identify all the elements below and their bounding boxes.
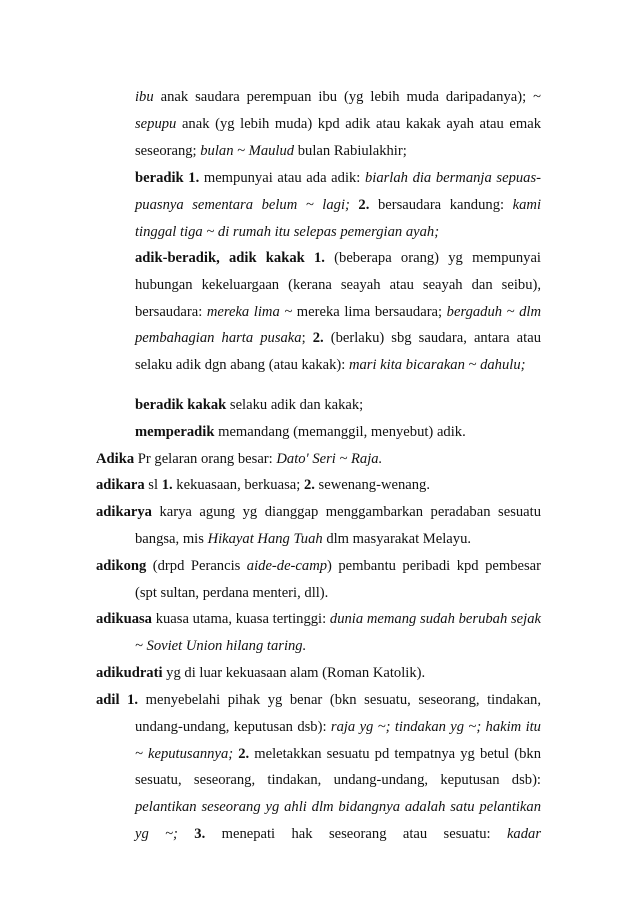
definition-text: bulan Rabiulakhir; xyxy=(294,142,407,159)
example-text: mari kita bicarakan ~ dahulu; xyxy=(348,357,526,374)
headword-adil: adil 1. xyxy=(96,692,139,708)
definition-text: meletakkan sesuatu pd tempatnya yg betul (bkn sesuatu, seseorang, tindakan, undang-undang, keputusan dsb): xyxy=(135,745,541,789)
subentry-memperadik xyxy=(135,419,541,446)
headword-adikara: adikara xyxy=(96,477,145,493)
subentry-beradik-kakak xyxy=(135,392,541,419)
example-text: dunia memang sudah berubah sejak ~ Soviet Union hilang taring. xyxy=(135,611,541,654)
headword-adik-beradik: adik-beradik, adik kakak 1. xyxy=(135,250,325,266)
sense-number: 2. xyxy=(349,196,370,213)
definition-text: dlm masyarakat Melayu. xyxy=(322,530,472,547)
definition-text: sewenang-wenang. xyxy=(314,477,430,493)
example-text: kadar xyxy=(506,825,542,842)
definition-text: bersaudara kandung: xyxy=(369,196,513,213)
sense-number: 1. xyxy=(161,477,173,493)
subentry-adik-beradik xyxy=(135,245,541,379)
definition-text: (beberapa orang) yg mempunyai hubungan kekeluargaan (kerana seayah atau seayah dan seibu), bersaudara: xyxy=(135,250,541,320)
subentry-beradik xyxy=(135,165,541,245)
headword-adika: Adika xyxy=(96,451,135,467)
headword-beradik-kakak: beradik kakak xyxy=(135,397,227,413)
definition-text: anak saudara perempuan ibu (yg lebih muda daripadanya); ~ xyxy=(153,89,541,105)
definition-text: kuasa utama, kuasa tertinggi: xyxy=(151,611,330,627)
definition-text: ; xyxy=(301,330,313,347)
example-text: biarlah dia bermanja sepuas-puasnya sementara belum ~ lagi; xyxy=(135,170,541,213)
example-text: bulan ~ Maulud xyxy=(200,142,295,159)
example-text: bergaduh ~ dlm pembahagian harta pusaka xyxy=(135,303,542,347)
definition-text: sl xyxy=(144,477,162,493)
definition-text: menyebelahi pihak yg benar (bkn sesuatu, seseorang, tindakan, undang-undang, keputusan dsb): xyxy=(135,692,542,735)
definition-text: anak (yg lebih muda) kpd adik atau kakak ayah atau emak seseorang; xyxy=(135,115,541,159)
definition-text: (berlaku) sbg saudara, antara atau selaku adik dgn abang (atau kakak): xyxy=(135,330,541,374)
definition-text: menepati hak seseorang atau sesuatu: xyxy=(205,825,507,842)
entry-adil xyxy=(96,687,541,848)
headword-beradik: beradik 1. xyxy=(135,170,200,186)
entry-adikudrati xyxy=(96,660,541,687)
entry-adika xyxy=(96,446,541,473)
example-text: pelantikan seseorang yg ahli dlm bidangnya adalah satu pelantikan yg ~; xyxy=(135,799,541,842)
sense-number: 3. xyxy=(177,825,206,842)
entry-adikuasa xyxy=(96,606,541,660)
definition-text: memandang (memanggil, menyebut) adik. xyxy=(214,424,466,440)
example-text: raja yg ~; tindakan yg ~; hakim itu ~ keputusannya; xyxy=(135,718,541,762)
example-text: mereka lima ~ xyxy=(206,303,293,320)
sense-number: 2. xyxy=(233,745,250,762)
subentry-ibu-sepupu xyxy=(135,84,541,164)
headword-ibu: ibu xyxy=(135,89,154,105)
definition-text: karya agung yg dianggap menggambarkan peradaban sesuatu bangsa, mis xyxy=(135,504,541,547)
definition-text: (drpd Perancis xyxy=(146,558,247,574)
sense-number: 2. xyxy=(312,330,324,347)
entry-adikarya xyxy=(96,499,541,553)
headword-adikarya: adikarya xyxy=(96,504,152,520)
example-text: kami tinggal tiga ~ di rumah itu selepas pemergian ayah; xyxy=(135,196,542,240)
example-text: aide-de-camp xyxy=(246,558,328,574)
definition-text: Pr gelaran orang besar: xyxy=(134,451,277,467)
headword-adikudrati: adikudrati xyxy=(96,665,163,681)
example-text: Dato' Seri ~ Raja. xyxy=(276,451,383,467)
definition-text: mempunyai atau ada adik: xyxy=(199,170,365,186)
definition-text: selaku adik dan kakak; xyxy=(226,397,364,413)
entry-adikong xyxy=(96,553,541,607)
headword-adikuasa: adikuasa xyxy=(96,611,152,627)
sense-number: 2. xyxy=(303,477,315,493)
example-text: Hikayat Hang Tuah xyxy=(207,530,323,547)
headword-sepupu: sepupu xyxy=(135,115,177,132)
entry-adikara xyxy=(96,472,541,499)
headword-adikong: adikong xyxy=(96,558,147,574)
definition-text: mereka lima bersaudara; xyxy=(292,303,447,320)
headword-memperadik: memperadik xyxy=(135,424,215,440)
definition-text: ) pembantu peribadi kpd pembesar (spt sultan, perdana menteri, dll). xyxy=(135,558,541,601)
definition-text: kekuasaan, berkuasa; xyxy=(172,477,304,493)
definition-text: yg di luar kekuasaan alam (Roman Katolik). xyxy=(162,665,426,681)
